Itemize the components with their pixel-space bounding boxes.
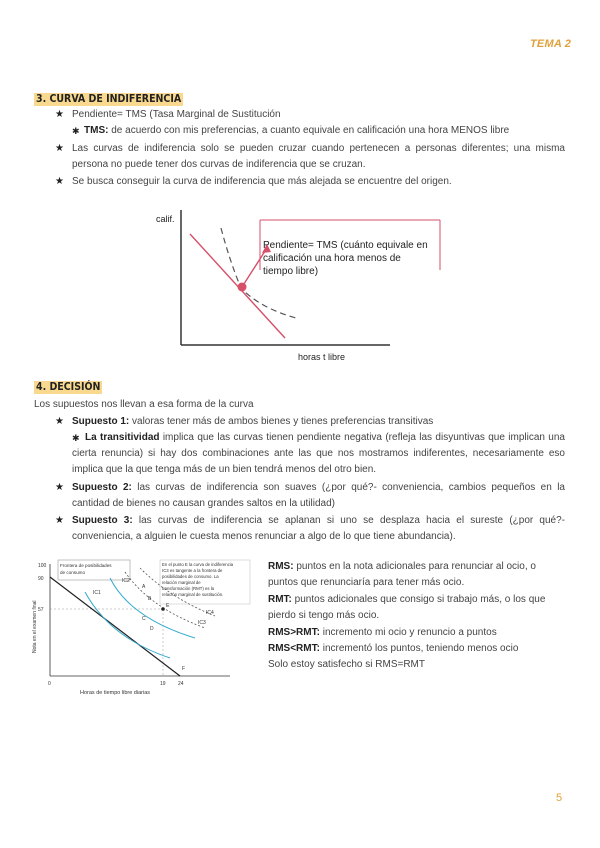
tangency-point bbox=[238, 283, 247, 292]
note-rms-gt-rmt bbox=[268, 625, 568, 641]
note-rmt-label: RMT: bbox=[268, 594, 292, 605]
transitividad-text: implica que las curvas tienen pendiente negativa (refleja las disyuntivas que implican una cierta renuncia) si hay dos combinaciones ante las que nos mostramos indiferentes, necesariamente eso implica que la que tenga más de un bien tendrá menos del otro bien. bbox=[72, 432, 565, 475]
bullet-star-icon: ★ bbox=[55, 109, 64, 120]
point-d-label: D bbox=[150, 626, 154, 632]
note-line-2: calificación una hora menos de bbox=[263, 253, 401, 264]
point-a-label: A bbox=[142, 584, 146, 590]
figure2-xlabel: Horas de tiempo libre diarias bbox=[80, 690, 151, 696]
note-line-1: Pendiente= TMS (cuánto equivale en bbox=[263, 240, 428, 251]
note-rms-lt-rmt-label: RMS<RMT: bbox=[268, 643, 320, 654]
supuesto-2 bbox=[72, 480, 565, 512]
frontier-label-line-1: Frontera de posibilidades bbox=[60, 563, 112, 568]
ic3-label: IC3 bbox=[198, 620, 206, 626]
note-rms-label: RMS: bbox=[268, 561, 294, 572]
supuesto-1-text: valoras tener más de ambos bienes y tienes preferencias transitivas bbox=[129, 416, 434, 427]
supuesto-2-text: las curvas de indiferencia son suaves (¿por qué?- conveniencia, cambios pequeños en la cantidad de bienes no causan grandes saltos en la utilidad) bbox=[72, 482, 565, 509]
supuesto-3-text: las curvas de indiferencia se aplanan si uno se desplaza hacia el sureste (¿por qué?- conveniencia, a alguien le cuesta menos renunciar a algo de lo que tiene abundancia). bbox=[72, 515, 565, 542]
indifference-curve-figure bbox=[150, 200, 460, 365]
asterisk-icon: ✱ bbox=[72, 126, 80, 136]
asterisk-icon: ✱ bbox=[72, 433, 80, 443]
note-rms-gt-rmt-label: RMS>RMT: bbox=[268, 627, 320, 638]
point-c-label: C bbox=[142, 616, 146, 622]
x-tick-0: 0 bbox=[48, 681, 51, 687]
note-rms-text: puntos en la nota adicionales para renunciar al ocio, o puntos que renunciaría para tener más ocio. bbox=[268, 561, 536, 588]
point-b-label: B bbox=[148, 596, 152, 602]
chapter-label: TEMA 2 bbox=[530, 38, 572, 50]
note-line-3: tiempo libre) bbox=[263, 266, 319, 277]
bullet-star-icon: ★ bbox=[55, 176, 64, 187]
point-e bbox=[161, 607, 165, 611]
tangency-note-line-6: relación marginal de sustitución. bbox=[162, 592, 224, 597]
section-heading-decision: 4. DECISIÓN bbox=[36, 381, 101, 393]
note-rms-lt-rmt bbox=[268, 641, 568, 657]
transitividad-label: La transitividad bbox=[85, 432, 160, 443]
tangency-note-line-2: IC3 es tangente a la frontera de bbox=[162, 568, 223, 573]
point-f-label: F bbox=[182, 666, 186, 672]
tangency-note-line-3: posibilidades de consumo. La bbox=[162, 574, 219, 579]
supuesto-1 bbox=[72, 414, 565, 430]
section4-intro: Los supuestos nos llevan a esa forma de la curva bbox=[34, 399, 254, 410]
note-rms bbox=[268, 559, 568, 591]
ic1-label: IC1 bbox=[93, 590, 101, 596]
frontier-label-line-2: de consumo bbox=[60, 570, 86, 575]
bullet-star-icon: ★ bbox=[55, 482, 64, 493]
bullet-origen: Se busca conseguir la curva de indiferencia que más alejada se encuentre del origen. bbox=[72, 176, 452, 187]
supuesto-3-label: Supuesto 3: bbox=[72, 515, 133, 526]
figure1-xlabel: horas t libre bbox=[298, 352, 346, 362]
y-tick-100: 100 bbox=[38, 563, 47, 569]
transitividad-note bbox=[72, 430, 565, 478]
y-tick-57: 57 bbox=[38, 607, 44, 613]
supuesto-1-label: Supuesto 1: bbox=[72, 416, 130, 427]
section-heading-indiferencia: 3. CURVA DE INDIFERENCIA bbox=[36, 93, 182, 105]
bullet-tms-definition bbox=[84, 123, 574, 139]
point-e-label: E bbox=[166, 603, 170, 609]
bullet-cruce: Las curvas de indiferencia solo se pueden cruzar cuando pertenecen a personas diferentes; una misma persona no puede tener dos curvas de indiferencia que se cruzan. bbox=[72, 143, 565, 170]
ic2-label: IC2 bbox=[122, 578, 130, 584]
bullet-star-icon: ★ bbox=[55, 515, 64, 526]
tangency-note-line-5: transformación (RMT) es la bbox=[162, 586, 215, 591]
ic4-label: IC4 bbox=[206, 610, 214, 616]
figure2-ylabel: Nota en el examen final bbox=[32, 600, 38, 653]
bullet-star-icon: ★ bbox=[55, 143, 64, 154]
note-rmt bbox=[268, 592, 568, 624]
note-rms-gt-rmt-text: incremento mi ocio y renuncio a puntos bbox=[319, 627, 497, 638]
x-tick-19: 19 bbox=[160, 681, 166, 687]
note-satisfecho: Solo estoy satisfecho si RMS=RMT bbox=[268, 659, 425, 670]
tms-text: de acuerdo con mis preferencias, a cuanto equivale en calificación una hora MENOS libre bbox=[108, 125, 510, 136]
page-number: 5 bbox=[556, 792, 563, 804]
note-rmt-text: puntos adicionales que consigo si trabajo más, o los que pierdo si tengo más ocio. bbox=[268, 594, 546, 621]
consumption-frontier-figure bbox=[30, 558, 260, 703]
tangency-note-line-1: En el punto E la curva de indiferencia bbox=[162, 562, 234, 567]
note-rms-lt-rmt-text: incrementó los puntos, teniendo menos ocio bbox=[319, 643, 519, 654]
y-tick-90: 90 bbox=[38, 576, 44, 582]
bullet-star-icon: ★ bbox=[55, 416, 64, 427]
figure1-ylabel: calif. bbox=[156, 214, 175, 224]
supuesto-3 bbox=[72, 513, 565, 545]
x-tick-24: 24 bbox=[178, 681, 184, 687]
tangency-note-line-4: relación marginal de bbox=[162, 580, 201, 585]
bullet-pendiente: Pendiente= TMS (Tasa Marginal de Sustitución bbox=[72, 109, 281, 120]
supuesto-2-label: Supuesto 2: bbox=[72, 482, 132, 493]
tms-label: TMS: bbox=[84, 125, 109, 136]
